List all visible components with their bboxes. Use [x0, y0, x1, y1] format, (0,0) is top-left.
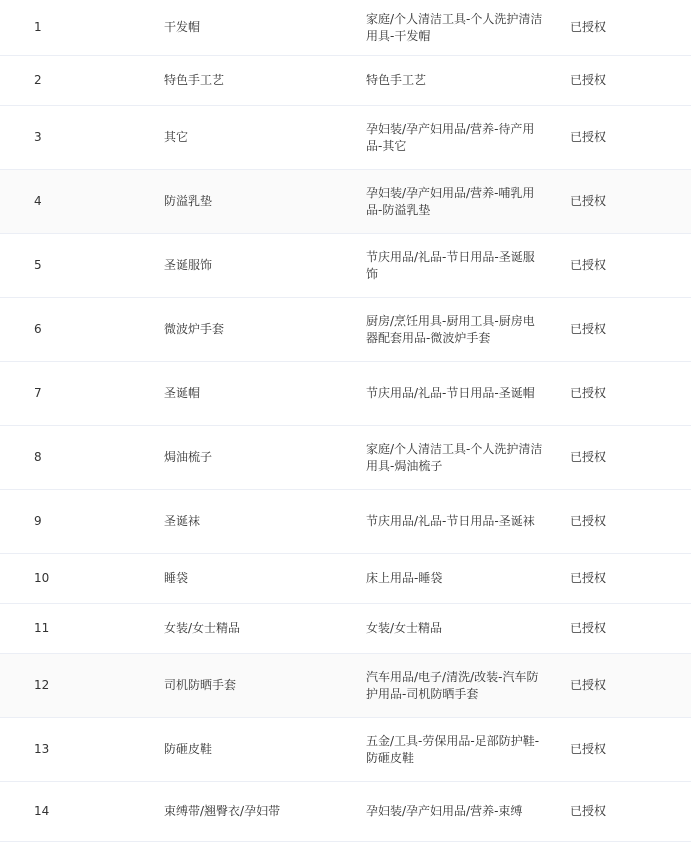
- row-index: 11: [34, 621, 50, 635]
- row-status: 已授权: [570, 73, 607, 87]
- table-row[interactable]: [0, 654, 691, 718]
- row-category: 家庭/个人清洁工具-个人洗护清洁用具-焗油梳子: [366, 441, 543, 473]
- table-row[interactable]: [0, 298, 691, 362]
- row-index: 7: [34, 386, 42, 400]
- row-index: 12: [34, 678, 50, 692]
- row-status: 已授权: [570, 386, 607, 400]
- row-category: 五金/工具-劳保用品-足部防护鞋-防砸皮鞋: [366, 733, 540, 765]
- row-name: 女装/女士精品: [164, 621, 241, 635]
- row-category: 孕妇装/孕产妇用品/营养-哺乳用品-防溢乳垫: [366, 185, 535, 217]
- row-category: 节庆用品/礼品-节日用品-圣诞服饰: [366, 249, 535, 281]
- table-row[interactable]: [0, 56, 691, 106]
- row-category: 孕妇装/孕产妇用品/营养-待产用品-其它: [366, 121, 535, 153]
- row-index: 5: [34, 258, 42, 272]
- row-name: 睡袋: [164, 571, 189, 585]
- row-index: 14: [34, 804, 50, 818]
- table-row[interactable]: [0, 170, 691, 234]
- row-status: 已授权: [570, 194, 607, 208]
- row-name: 束缚带/翘臀衣/孕妇带: [164, 804, 281, 818]
- row-category: 孕妇装/孕产妇用品/营养-束缚: [366, 804, 523, 818]
- row-category: 节庆用品/礼品-节日用品-圣诞袜: [366, 514, 535, 528]
- row-index: 10: [34, 571, 50, 585]
- row-index: 8: [34, 450, 42, 464]
- row-status: 已授权: [570, 322, 607, 336]
- row-index: 3: [34, 130, 42, 144]
- table-row[interactable]: [0, 718, 691, 782]
- row-index: 1: [34, 20, 42, 34]
- row-name: 干发帽: [164, 20, 201, 34]
- row-index: 2: [34, 73, 42, 87]
- table-row[interactable]: [0, 106, 691, 170]
- table-row[interactable]: [0, 234, 691, 298]
- row-status: 已授权: [570, 258, 607, 272]
- table-row[interactable]: [0, 554, 691, 604]
- row-name: 圣诞帽: [164, 386, 201, 400]
- table-row[interactable]: [0, 426, 691, 490]
- row-status: 已授权: [570, 742, 607, 756]
- row-status: 已授权: [570, 571, 607, 585]
- row-index: 9: [34, 514, 42, 528]
- row-index: 4: [34, 194, 42, 208]
- row-category: 特色手工艺: [366, 73, 427, 87]
- row-name: 防溢乳垫: [164, 194, 213, 208]
- table-row[interactable]: [0, 604, 691, 654]
- row-name: 圣诞服饰: [164, 258, 213, 272]
- row-category: 床上用品-睡袋: [366, 571, 443, 585]
- row-category: 汽车用品/电子/清洗/改装-汽车防护用品-司机防晒手套: [366, 669, 539, 701]
- row-name: 司机防晒手套: [164, 678, 237, 692]
- row-name: 防砸皮鞋: [164, 742, 213, 756]
- row-status: 已授权: [570, 804, 607, 818]
- row-status: 已授权: [570, 450, 607, 464]
- table-row[interactable]: [0, 362, 691, 426]
- row-category: 家庭/个人清洁工具-个人洗护清洁用具-干发帽: [366, 11, 543, 43]
- table-row[interactable]: [0, 490, 691, 554]
- row-status: 已授权: [570, 130, 607, 144]
- row-index: 6: [34, 322, 42, 336]
- row-status: 已授权: [570, 20, 607, 34]
- row-name: 微波炉手套: [164, 322, 225, 336]
- row-name: 焗油梳子: [164, 450, 213, 464]
- row-category: 女装/女士精品: [366, 621, 443, 635]
- row-status: 已授权: [570, 621, 607, 635]
- table-row[interactable]: [0, 782, 691, 842]
- row-index: 13: [34, 742, 50, 756]
- row-name: 圣诞袜: [164, 514, 201, 528]
- table-row[interactable]: [0, 0, 691, 56]
- row-status: 已授权: [570, 514, 607, 528]
- row-name: 特色手工艺: [164, 73, 225, 87]
- row-name: 其它: [164, 130, 189, 144]
- row-category: 节庆用品/礼品-节日用品-圣诞帽: [366, 386, 535, 400]
- row-status: 已授权: [570, 678, 607, 692]
- row-category: 厨房/烹饪用具-厨用工具-厨房电器配套用品-微波炉手套: [366, 313, 535, 345]
